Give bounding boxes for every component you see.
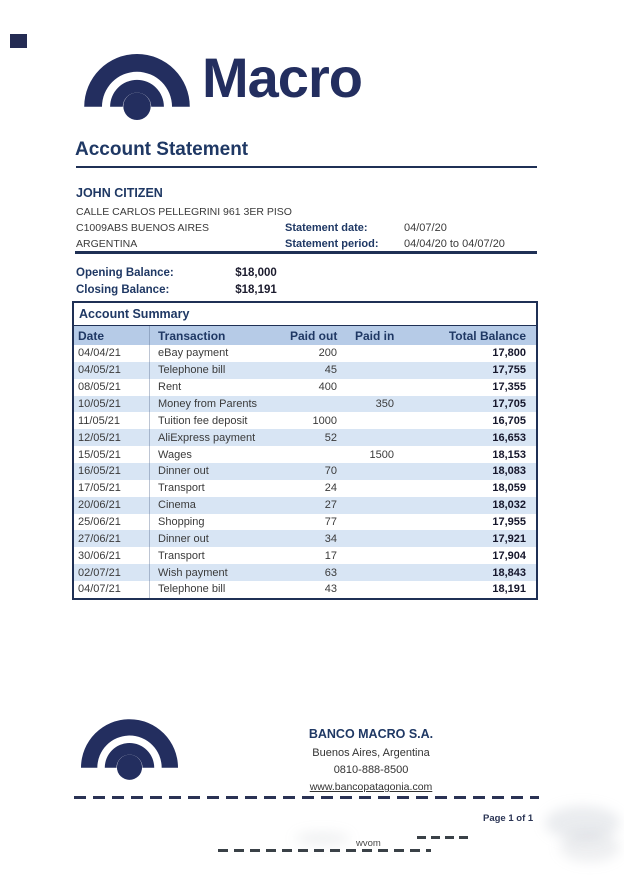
- column-header-paid-out: Paid out: [290, 328, 338, 343]
- cell-total-balance: 17,955: [492, 516, 526, 529]
- statement-period-label: Statement period:: [285, 238, 379, 250]
- cell-date: 30/06/21: [74, 547, 150, 564]
- table-row: [74, 446, 536, 463]
- footer-contact-block: [248, 727, 494, 793]
- cell-paid-in: 350: [375, 398, 394, 410]
- table-row: [74, 514, 536, 531]
- cell-total-balance: 17,705: [492, 398, 526, 410]
- table-title: Account Summary: [74, 303, 536, 326]
- table-row: [74, 396, 536, 413]
- macro-bank-logo-icon: [84, 54, 190, 121]
- cell-paid-out: 63: [324, 566, 337, 579]
- cell-paid-in: [340, 530, 398, 547]
- cell-total-balance: 18,153: [492, 448, 526, 461]
- cell-paid-out: 1000: [312, 414, 337, 427]
- cell-date: 12/05/21: [74, 429, 150, 446]
- column-header-paid-in: Paid in: [355, 328, 395, 343]
- statement-period-value: 04/04/20 to 04/07/20: [404, 238, 505, 250]
- table-row: [74, 497, 536, 514]
- cell-total-balance: 17,921: [492, 532, 526, 545]
- cell-transaction: Tuition fee deposit: [158, 414, 248, 427]
- cell-paid-out: 43: [324, 583, 337, 596]
- cell-paid-in: [340, 564, 398, 581]
- cell-transaction: Dinner out: [158, 465, 209, 478]
- cell-total-balance: 17,904: [492, 549, 526, 562]
- cell-paid-out: 77: [324, 516, 337, 529]
- cell-paid-in: [340, 379, 398, 396]
- customer-divider: [75, 251, 537, 254]
- cell-paid-in: [340, 581, 398, 598]
- scan-artifact-text: wvom: [356, 838, 381, 849]
- cell-paid-out: 70: [324, 465, 337, 478]
- closing-balance-label: Closing Balance:: [76, 284, 170, 296]
- scan-artifact-dashes-long: [218, 849, 431, 852]
- closing-balance-row: [76, 284, 277, 296]
- cell-total-balance: 18,059: [492, 482, 526, 495]
- cell-date: 08/05/21: [74, 379, 150, 396]
- table-header-row: [74, 326, 536, 345]
- cell-transaction: Dinner out: [158, 532, 209, 545]
- cell-transaction: AliExpress payment: [158, 431, 256, 444]
- cell-date: 04/07/21: [74, 581, 150, 598]
- cell-date: 04/04/21: [74, 345, 150, 362]
- table-row: [74, 547, 536, 564]
- footer-website-link: www.bancopatagonia.com: [309, 781, 433, 793]
- cell-paid-out: 200: [318, 347, 337, 360]
- footer-phone: 0810-888-8500: [333, 764, 409, 776]
- table-row: [74, 581, 536, 598]
- cell-date: 10/05/21: [74, 396, 150, 413]
- cell-paid-out: 34: [324, 532, 337, 545]
- cell-paid-out: 52: [324, 431, 337, 444]
- macro-bank-logo-icon-small: [81, 719, 178, 781]
- cell-paid-in: [340, 345, 398, 362]
- cell-date: 20/06/21: [74, 497, 150, 514]
- cell-total-balance: 16,705: [492, 414, 526, 427]
- cell-total-balance: 16,653: [492, 431, 526, 444]
- cell-paid-out: 45: [324, 364, 337, 377]
- cell-date: 04/05/21: [74, 362, 150, 379]
- cell-transaction: Wish payment: [158, 566, 228, 579]
- cell-transaction: Cinema: [158, 499, 196, 512]
- cell-paid-in: [340, 514, 398, 531]
- page-number: Page 1 of 1: [483, 813, 534, 824]
- table-body: [74, 345, 536, 598]
- cell-paid-in: [340, 480, 398, 497]
- cell-transaction: Wages: [158, 448, 192, 461]
- brand-wordmark: Macro: [202, 46, 362, 109]
- cell-paid-out: [290, 396, 340, 413]
- statement-date-value: 04/07/20: [404, 222, 447, 234]
- column-header-date: Date: [74, 326, 150, 345]
- cell-paid-in: [340, 362, 398, 379]
- table-row: [74, 362, 536, 379]
- cell-transaction: Transport: [158, 482, 205, 495]
- cell-total-balance: 18,032: [492, 499, 526, 512]
- cell-total-balance: 18,191: [492, 583, 526, 596]
- closing-balance-value: $18,191: [235, 284, 277, 296]
- cell-transaction: Shopping: [158, 516, 205, 529]
- cell-date: 17/05/21: [74, 480, 150, 497]
- customer-name: JOHN CITIZEN: [76, 186, 163, 200]
- table-row: [74, 412, 536, 429]
- table-row: [74, 530, 536, 547]
- cell-paid-out: [290, 446, 340, 463]
- scan-corner-mark: [10, 34, 27, 48]
- footer-brand: [81, 719, 178, 781]
- customer-address-line2: C1009ABS BUENOS AIRES: [76, 222, 210, 234]
- cell-transaction: Telephone bill: [158, 364, 226, 377]
- footer-location: Buenos Aires, Argentina: [312, 747, 430, 759]
- cell-total-balance: 17,800: [492, 347, 526, 360]
- statement-date-label: Statement date:: [285, 222, 368, 234]
- cell-transaction: Telephone bill: [158, 583, 226, 596]
- cell-transaction: Transport: [158, 549, 205, 562]
- cell-transaction: Money from Parents: [158, 398, 258, 410]
- cell-total-balance: 18,843: [492, 566, 526, 579]
- cell-paid-out: 400: [318, 381, 337, 394]
- cell-date: 11/05/21: [74, 412, 150, 429]
- title-divider: [76, 166, 537, 168]
- cell-total-balance: 18,083: [492, 465, 526, 478]
- column-header-total-balance: Total Balance: [448, 328, 526, 343]
- opening-balance-row: [76, 267, 277, 279]
- cell-paid-in: [340, 429, 398, 446]
- column-header-transaction: Transaction: [158, 328, 226, 343]
- cell-date: 27/06/21: [74, 530, 150, 547]
- cell-transaction: eBay payment: [158, 347, 229, 360]
- table-row: [74, 564, 536, 581]
- cell-paid-in: [340, 547, 398, 564]
- table-row: [74, 345, 536, 362]
- table-row: [74, 463, 536, 480]
- scan-smudge: [295, 832, 350, 845]
- customer-address-line3: ARGENTINA: [76, 238, 138, 250]
- cell-paid-in: [340, 463, 398, 480]
- table-row: [74, 429, 536, 446]
- cell-paid-in: [340, 497, 398, 514]
- cell-date: 16/05/21: [74, 463, 150, 480]
- scan-smudge: [560, 832, 620, 862]
- opening-balance-label: Opening Balance:: [76, 267, 174, 279]
- opening-balance-value: $18,000: [235, 267, 277, 279]
- cell-date: 15/05/21: [74, 446, 150, 463]
- account-summary-table: [72, 301, 538, 600]
- cell-total-balance: 17,755: [492, 364, 526, 377]
- brand-header: [84, 46, 362, 121]
- cell-total-balance: 17,355: [492, 381, 526, 394]
- customer-address-line1: CALLE CARLOS PELLEGRINI 961 3ER PISO: [76, 206, 292, 218]
- footer-bank-name: BANCO MACRO S.A.: [308, 727, 434, 741]
- cell-paid-in: 1500: [369, 448, 394, 461]
- page-title: Account Statement: [75, 139, 249, 160]
- cell-paid-out: 17: [324, 549, 337, 562]
- table-row: [74, 379, 536, 396]
- cell-date: 25/06/21: [74, 514, 150, 531]
- cell-date: 02/07/21: [74, 564, 150, 581]
- cell-paid-out: 24: [324, 482, 337, 495]
- table-row: [74, 480, 536, 497]
- cell-paid-out: 27: [324, 499, 337, 512]
- scan-artifact-dashes-short: [417, 836, 473, 839]
- footer-dashed-divider: [74, 796, 539, 799]
- cell-transaction: Rent: [158, 381, 182, 394]
- cell-paid-in: [340, 412, 398, 429]
